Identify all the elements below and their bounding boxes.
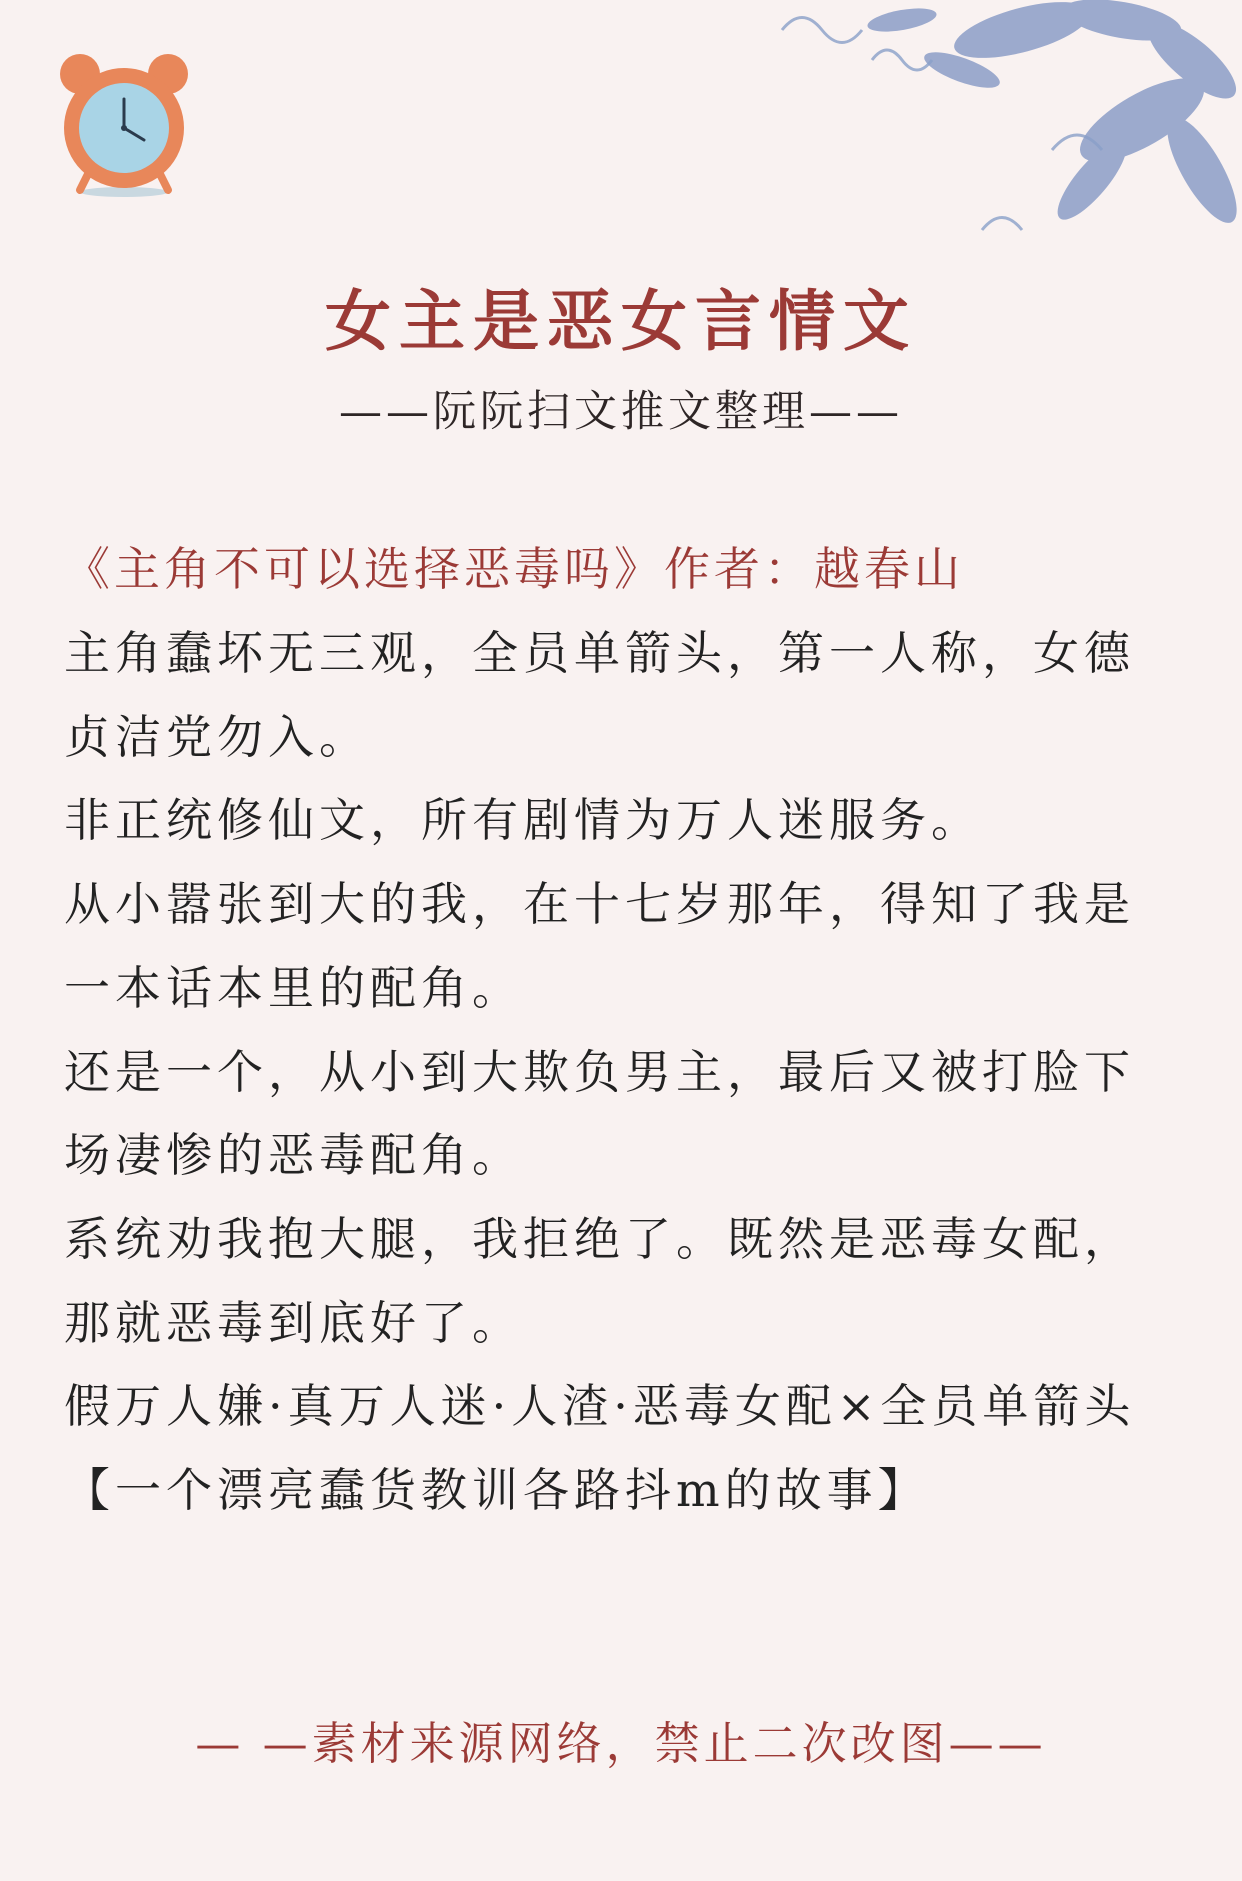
tagline-paragraph: 【一个漂亮蠢货教训各路抖m的故事】 <box>64 1463 929 1518</box>
description-paragraph: 从小嚣张到大的我，在十七岁那年，得知了我是一本话本里的配角。 <box>64 877 1135 1015</box>
book-title-author: 《主角不可以选择恶毒吗》作者：越春山 <box>64 542 964 596</box>
blue-leaves-illustration <box>722 0 1242 270</box>
book-description <box>64 612 1180 1533</box>
alarm-clock-icon <box>44 44 204 204</box>
description-paragraph: 系统劝我抱大腿，我拒绝了。既然是恶毒女配，那就恶毒到底好了。 <box>64 1211 1135 1350</box>
description-paragraph: 非正统修仙文，所有剧情为万人迷服务。 <box>64 793 982 848</box>
page-title: 女主是恶女言情文 <box>325 282 917 360</box>
source-notice-footer: — —素材来源网络，禁止二次改图—— <box>195 1717 1047 1770</box>
description-paragraph: 还是一个，从小到大欺负男主，最后又被打脸下场凄惨的恶毒配角。 <box>64 1044 1135 1183</box>
tags-paragraph: 假万人嫌·真万人迷·人渣·恶毒女配×全员单箭头 <box>64 1379 1136 1434</box>
page-subtitle: ——阮阮扫文推文整理—— <box>339 387 903 437</box>
description-paragraph: 主角蠢坏无三观，全员单箭头，第一人称，女德贞洁党勿入。 <box>64 626 1135 764</box>
